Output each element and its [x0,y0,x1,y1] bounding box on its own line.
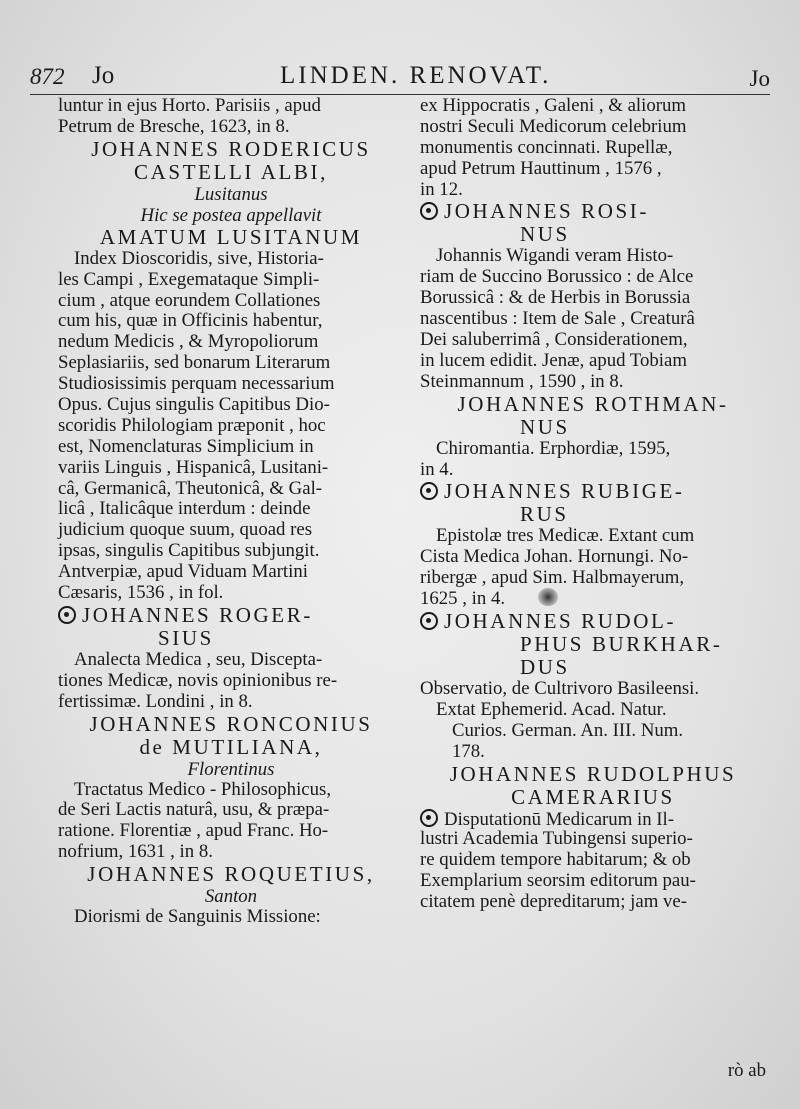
text-line: Epistolæ tres Medicæ. Extant cum [436,525,695,547]
printers-mark-icon [420,202,438,220]
text-line: Studiosissimis perquam necessarium [58,373,335,395]
text-line: Johannis Wigandi veram Histo- [436,245,674,267]
text-line: citatem penè depreditarum; jam ve- [420,891,687,913]
text-line: Analecta Medica , seu, Discepta- [74,648,323,670]
text-line: Antverpiæ, apud Viduam Martini [58,561,308,583]
header-right-word: Jo [749,66,770,91]
author-heading [58,604,404,627]
right-column [420,96,766,913]
text-line: judicium quoque suum, quoad res [58,519,313,541]
author-heading: NUS [520,414,570,439]
text-line [420,809,766,830]
ink-smudge [538,588,558,606]
text-line: de Seri Lactis naturâ, usu, & præpa- [58,799,330,821]
author-heading [420,480,766,503]
text-line: ribergæ , apud Sim. Halbmayerum, [420,567,685,589]
author-heading: de MUTILIANA, [139,734,323,759]
author-heading: NUS [520,222,570,247]
text-line: in 12. [420,178,463,200]
text-line: Seplasiariis, sed bonarum Literarum [58,352,331,374]
author-heading: JOHANNES RODERICUS [91,136,371,161]
text-line: luntur in ejus Horto. Parisiis , apud [58,95,321,116]
text-line: Steinmannum , 1590 , in 8. [420,370,624,392]
author-heading: CASTELLI ALBI, [134,159,328,184]
author-heading: PHUS BURKHAR- [520,632,723,657]
author-heading: RUS [520,502,569,527]
italic-subheading: Santon [204,886,258,908]
printers-mark-icon [420,612,438,630]
text-line: nofrium, 1631 , in 8. [58,841,213,863]
text-line: ipsas, singulis Capitibus subjungit. [58,540,320,562]
text-line: re quidem tempore habitarum; & ob [420,849,691,871]
text-line: riam de Succino Borussico : de Alce [420,266,694,288]
text-line: 1625 , in 4. [420,588,506,610]
heading-text: JOHANNES RUBIGE- [444,479,685,504]
author-heading: CAMERARIUS [511,784,675,809]
text-line: fertissimæ. Londini , in 8. [58,690,253,712]
text-line: Chiromantia. Erphordiæ, 1595, [436,437,671,459]
text-line: Diorismi de Sanguinis Missione: [74,906,321,928]
text-line: Index Dioscoridis, sive, Historia- [74,247,324,269]
text-line: Exemplarium seorsim editorum pau- [420,870,696,892]
text-line: Opus. Cujus singulis Capitibus Dio- [58,394,330,416]
text-line: in lucem edidit. Jenæ, apud Tobiam [420,349,687,371]
running-title: LINDEN. RENOVAT. [280,62,552,89]
left-column [58,96,404,928]
text-line: scoridis Philologiam præponit , hoc [58,414,326,436]
text-line: ex Hippocratis , Galeni , & aliorum [420,95,687,116]
text-line: in 4. [420,458,454,480]
author-heading: JOHANNES ROTHMAN- [457,391,729,416]
author-heading [420,200,766,223]
author-heading [420,610,766,633]
catchword: rò ab [727,1060,766,1081]
text-line: lustri Academia Tubingensi superio- [420,828,693,850]
text-line: Observatio, de Cultrivoro Basileensi. [420,678,700,700]
text-line: monumentis concinnati. Rupellæ, [420,136,673,158]
italic-subheading: Lusitanus [194,183,268,205]
text-line: nostri Seculi Medicorum celebrium [420,115,687,137]
heading-text: JOHANNES ROGER- [82,602,313,627]
text-line: nascentibus : Item de Sale , Creaturâ [420,308,695,330]
running-header [30,58,770,92]
italic-subheading: Florentinus [187,758,275,780]
author-heading: JOHANNES RUDOLPHUS [449,761,737,786]
text-line: cium , atque eorundem Collationes [58,289,321,311]
text-line: est, Nomenclaturas Simplicium in [58,435,314,457]
author-heading: JOHANNES RONCONIUS [89,711,373,736]
text-line: Curios. German. An. III. Num. [452,719,684,741]
text-line: Cæsaris, 1536 , in fol. [58,582,224,604]
text-line: Extat Ephemerid. Acad. Natur. [436,698,667,720]
text-line: les Campi , Exegemataque Simpli- [58,268,320,290]
text-line: apud Petrum Hauttinum , 1576 , [420,157,662,179]
author-heading: JOHANNES ROQUETIUS, [87,862,375,887]
text-line: cum his, quæ in Officinis habentur, [58,310,323,332]
header-left-word: Jo [92,62,115,89]
text-line: tiones Medicæ, novis opinionibus re- [58,669,338,691]
text-line: Borussicâ : & de Herbis in Borussia [420,287,691,309]
text-line: licâ , Italicâque interdum : deinde [58,498,311,520]
text-line: nedum Medicis , & Myropoliorum [58,331,319,353]
heading-text: Disputationū Medicarum in Il- [444,808,675,830]
text-line: Tractatus Medico - Philosophicus, [74,778,332,800]
author-heading: DUS [520,655,570,680]
text-line: Petrum de Bresche, 1623, in 8. [58,115,290,137]
printers-mark-icon [58,606,76,624]
heading-text: JOHANNES RUDOL- [444,609,677,634]
italic-subheading: Hic se postea appellavit [140,204,322,226]
printers-mark-icon [420,482,438,500]
text-line: câ, Germanicâ, Theutonicâ, & Gal- [58,477,323,499]
page-number: 872 [30,64,65,89]
text-line: 178. [452,740,485,762]
author-heading: AMATUM LUSITANUM [99,224,363,249]
text-line: Dei saluberrimâ , Considerationem, [420,329,688,351]
text-line: variis Linguis , Hispanicâ, Lusitani- [58,456,329,478]
author-heading: SIUS [158,625,214,650]
text-line: Cista Medica Johan. Hornungi. No- [420,546,689,568]
printers-mark-icon [420,809,438,827]
heading-text: JOHANNES ROSI- [444,199,649,224]
text-line: ratione. Florentiæ , apud Franc. Ho- [58,820,329,842]
